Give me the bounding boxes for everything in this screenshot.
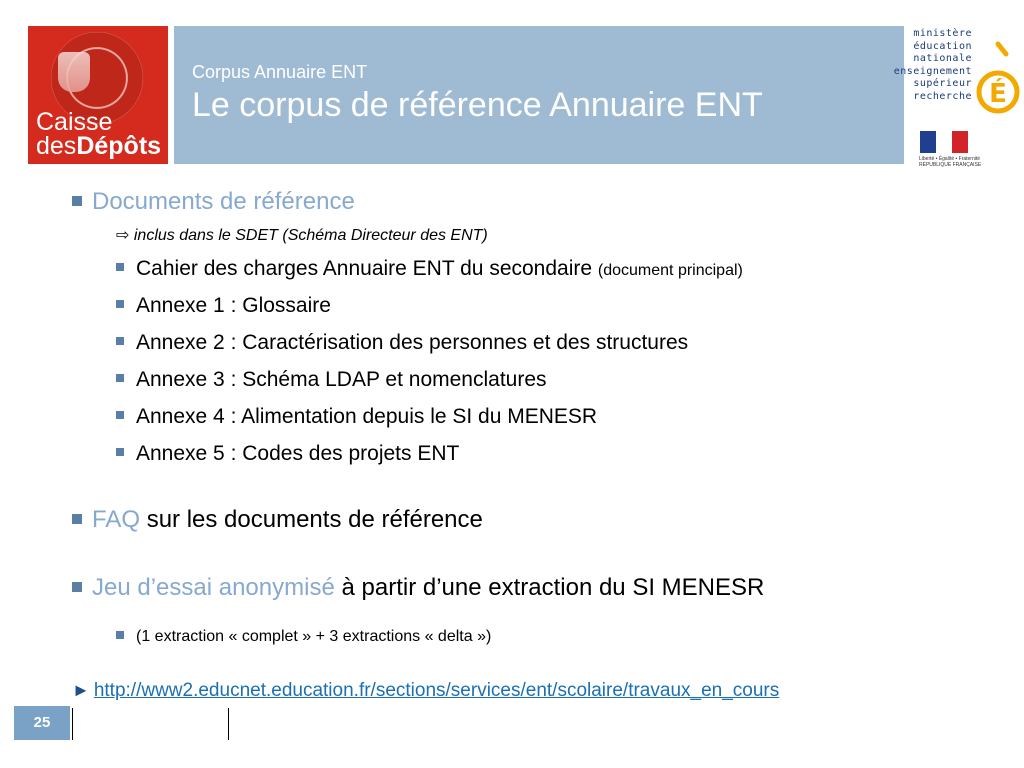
list-item: Annexe 4 : Alimentation depuis le SI du MENESR bbox=[116, 405, 597, 429]
extraction-note: (1 extraction « complet » + 3 extractions « delta ») bbox=[116, 628, 491, 646]
logo-line1: Caisse bbox=[36, 108, 113, 136]
ministere-text: ministère éducation nationale enseignement supérieur recherche bbox=[893, 28, 972, 102]
list-item: Annexe 1 : Glossaire bbox=[116, 294, 331, 318]
arrow-icon: ⇨ bbox=[116, 227, 134, 244]
svg-text:É: É bbox=[989, 79, 1007, 109]
reference-link[interactable]: http://www2.educnet.education.fr/sections/services/ent/scolaire/travaux_en_cours bbox=[93, 680, 780, 701]
bullet-icon bbox=[116, 374, 124, 382]
slide-title: Le corpus de référence Annuaire ENT bbox=[192, 86, 763, 124]
flag-caption: Liberté • Égalité • Fraternité RÉPUBLIQUE FRANÇAISE bbox=[919, 156, 982, 168]
list-item: Annexe 3 : Schéma LDAP et nomenclatures bbox=[116, 368, 547, 392]
sdet-note: ⇨ inclus dans le SDET (Schéma Directeur des ENT) bbox=[116, 227, 488, 244]
bullet-icon bbox=[116, 631, 124, 639]
page-number: 25 bbox=[14, 706, 70, 740]
footer-divider bbox=[72, 708, 73, 740]
list-item: Cahier des charges Annuaire ENT du secondaire (document principal) bbox=[116, 257, 743, 281]
footer-divider bbox=[228, 708, 229, 740]
reference-link-row bbox=[72, 680, 779, 702]
section-faq: FAQ sur les documents de référence bbox=[72, 506, 483, 534]
bullet-icon bbox=[116, 263, 124, 271]
section-jeu-essai: Jeu d’essai anonymisé à partir d’une extraction du SI MENESR bbox=[72, 574, 764, 602]
bullet-icon bbox=[72, 196, 82, 206]
bullet-icon bbox=[116, 448, 124, 456]
bullet-icon bbox=[116, 337, 124, 345]
list-item: Annexe 5 : Codes des projets ENT bbox=[116, 442, 459, 466]
bullet-icon bbox=[72, 514, 82, 524]
logo-line2: desDépôts bbox=[36, 132, 162, 160]
list-item: Annexe 2 : Caractérisation des personnes et des structures bbox=[116, 331, 688, 355]
bullet-icon bbox=[116, 300, 124, 308]
bullet-icon bbox=[72, 582, 82, 592]
triangle-right-icon: ► bbox=[72, 680, 90, 700]
slide-subtitle: Corpus Annuaire ENT bbox=[192, 62, 368, 82]
bullet-icon bbox=[116, 411, 124, 419]
section-documents: Documents de référence bbox=[72, 188, 355, 216]
